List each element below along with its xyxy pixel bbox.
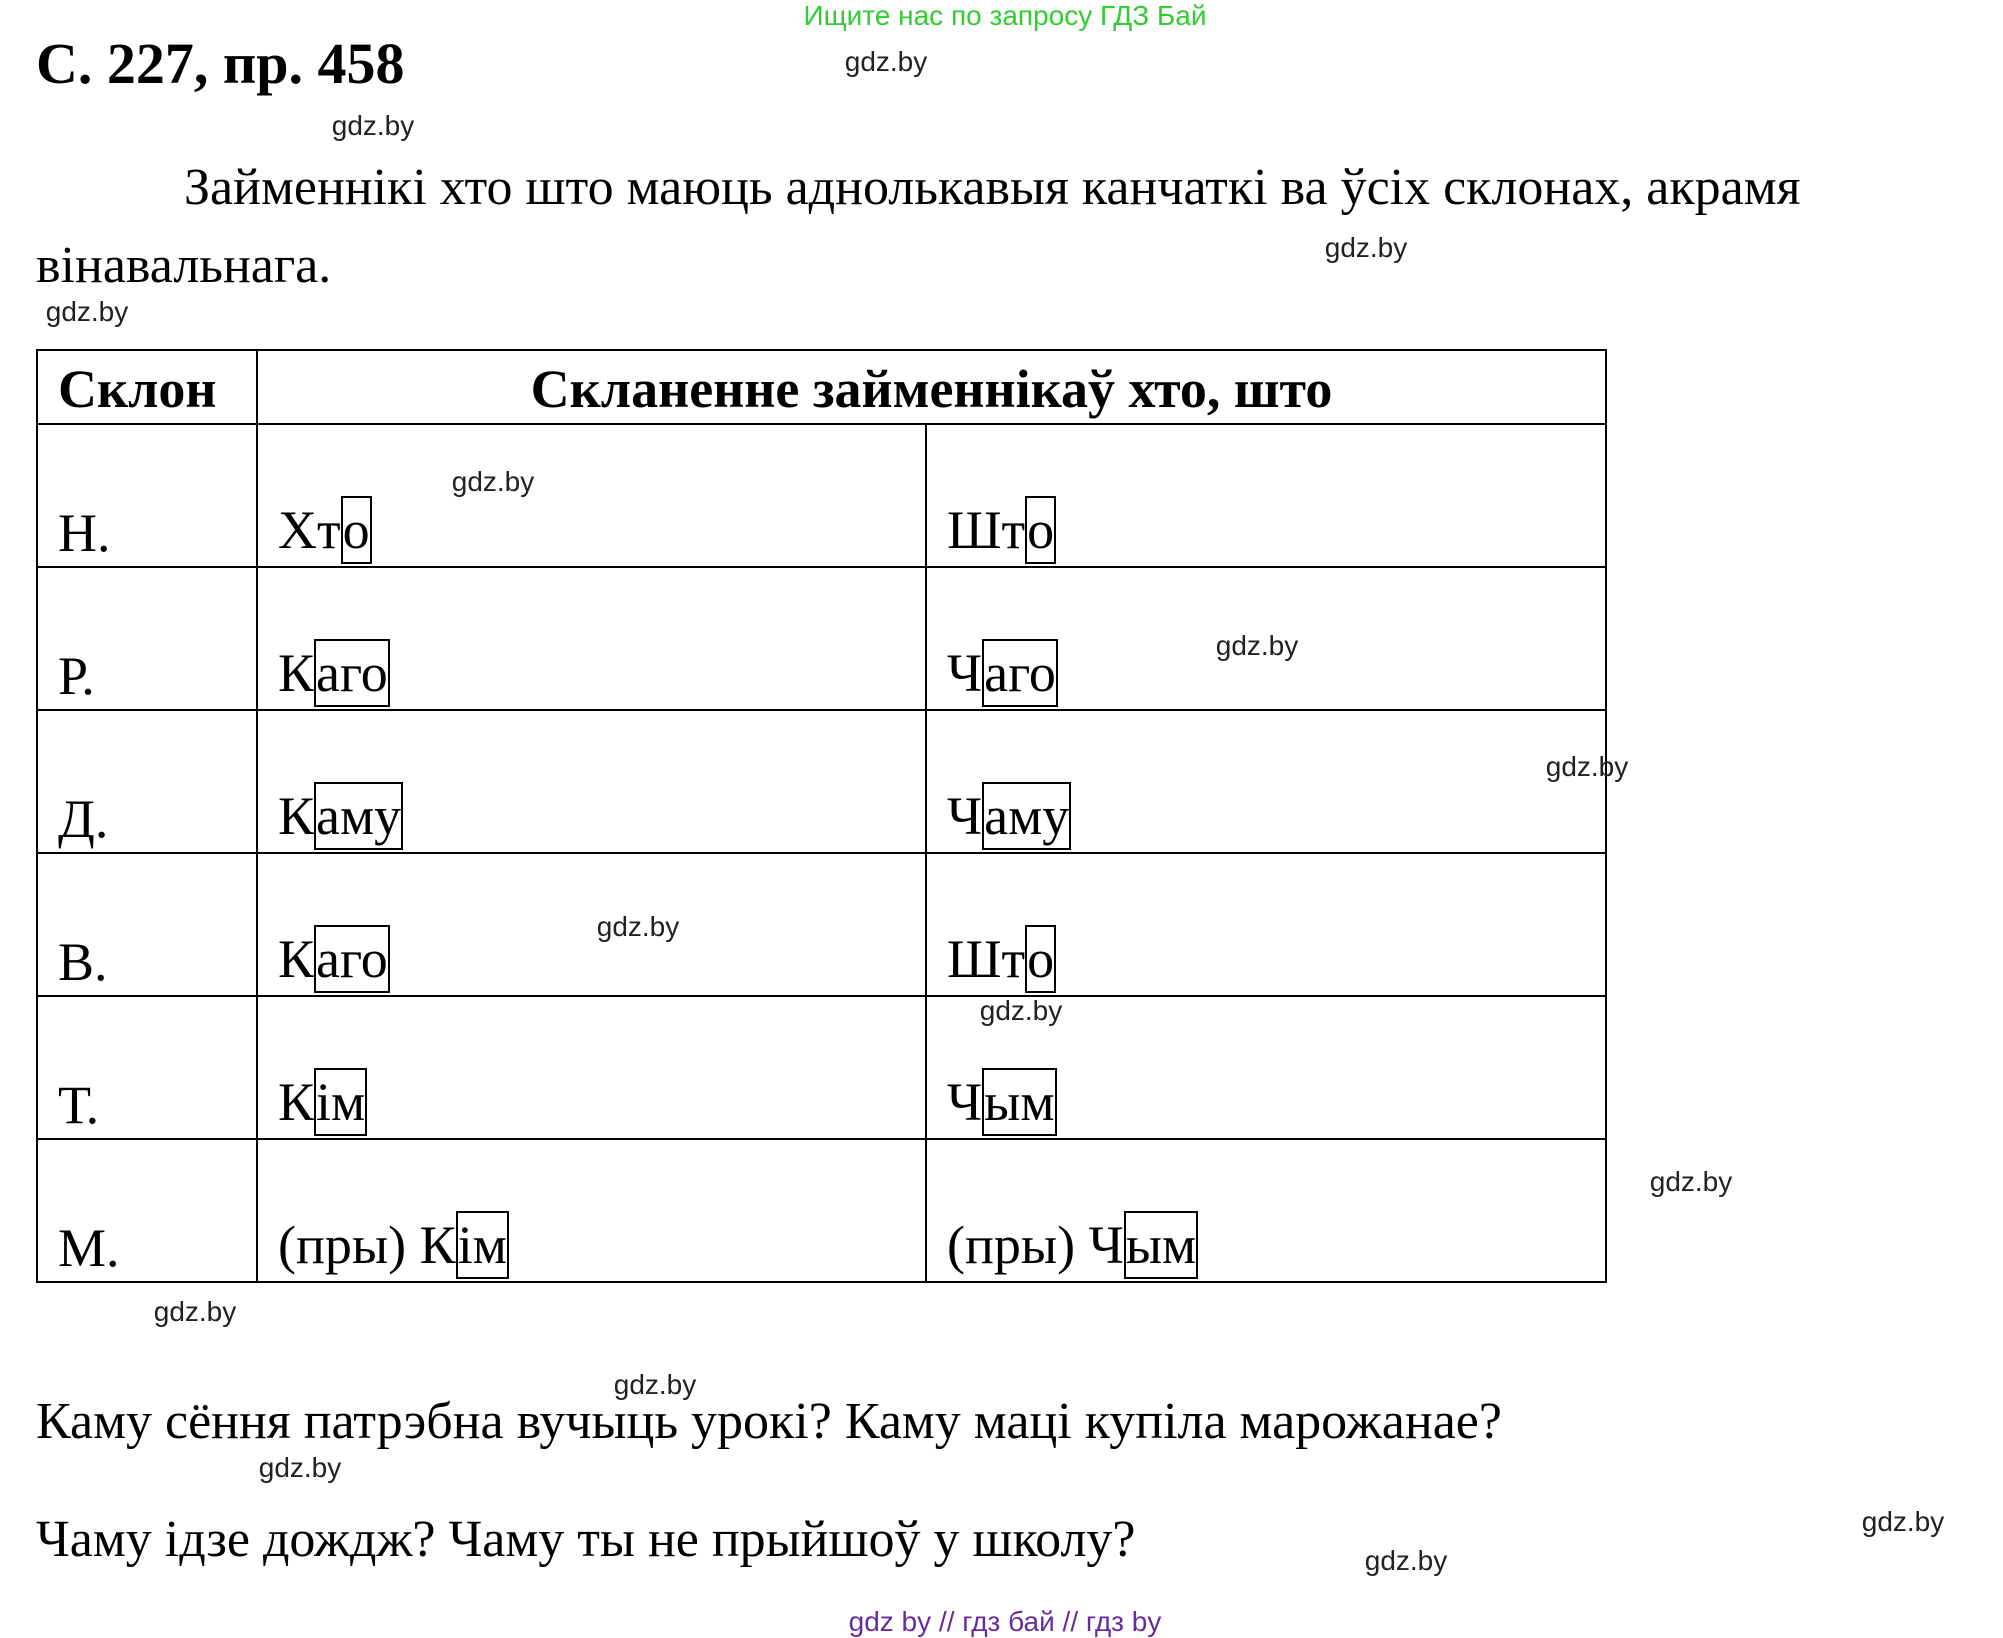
table-row [37, 853, 1606, 996]
watermark-text: gdz.by [1364, 1545, 1448, 1576]
case-cell: В. [37, 853, 257, 996]
rule-text-line-2: вінавальнага. [36, 237, 332, 294]
watermark-text: gdz.by [1215, 630, 1299, 661]
word-stem: К [278, 1072, 315, 1132]
declension-table [36, 349, 1607, 1283]
case-cell: Т. [37, 996, 257, 1139]
word-ending: аму [982, 782, 1071, 850]
table-header-row [37, 350, 1606, 424]
who-form-cell [257, 424, 926, 567]
word-ending: о [341, 496, 372, 564]
word-stem: Шт [947, 500, 1026, 560]
header-case: Склон [37, 350, 257, 424]
word-ending: ым [1124, 1211, 1198, 1279]
what-form-cell [926, 853, 1606, 996]
rule-text-line-1: Займеннікі хто што маюць аднолькавыя канчаткі ва ўсіх склонах, акрамя [184, 159, 1801, 216]
who-form-cell [257, 1139, 926, 1282]
watermark-text: gdz.by [331, 110, 415, 141]
header-declension: Скланенне займеннікаў хто, што [257, 350, 1606, 424]
word-ending: о [1025, 925, 1056, 993]
watermark-text: gdz.by [45, 296, 129, 327]
table-row [37, 567, 1606, 710]
word-ending: ім [456, 1211, 509, 1279]
who-form-cell [257, 567, 926, 710]
watermark-text: gdz.by [451, 466, 535, 497]
watermark-text: gdz.by [1861, 1506, 1945, 1537]
case-cell: Н. [37, 424, 257, 567]
who-form-cell [257, 996, 926, 1139]
word-prefix: (пры) [278, 1215, 420, 1275]
watermark-text: gdz.by [1545, 751, 1629, 782]
word-stem: Хт [278, 500, 341, 560]
what-form-cell [926, 1139, 1606, 1282]
word-stem: Шт [947, 929, 1026, 989]
case-cell: Д. [37, 710, 257, 853]
what-form-cell [926, 710, 1606, 853]
watermark-text: gdz.by [596, 911, 680, 942]
word-stem: К [278, 643, 315, 703]
word-ending: ім [314, 1068, 367, 1136]
word-ending: о [1025, 496, 1056, 564]
word-stem: Ч [947, 643, 983, 703]
word-stem: Ч [947, 1072, 983, 1132]
word-prefix: (пры) [947, 1215, 1089, 1275]
example-sentence-2: Чаму ідзе дождж? Чаму ты не прыйшоў у школу? [36, 1511, 1136, 1568]
watermark-text: gdz.by [258, 1452, 342, 1483]
watermark-text: gdz.by [1324, 232, 1408, 263]
example-sentence-1: Каму сёння патрэбна вучыць урокі? Каму маці купіла марожанае? [36, 1393, 1502, 1450]
word-stem: К [419, 1215, 456, 1275]
word-ending: аго [982, 639, 1058, 707]
watermark-text: gdz.by [1649, 1166, 1733, 1197]
word-stem: Ч [1088, 1215, 1124, 1275]
word-ending: аго [314, 925, 390, 993]
word-ending: ым [982, 1068, 1056, 1136]
who-form-cell [257, 710, 926, 853]
who-form-cell [257, 853, 926, 996]
search-banner-link[interactable]: Ищите нас по запросу ГДЗ Бай [803, 0, 1207, 31]
word-stem: К [278, 786, 315, 846]
watermark-text: gdz.by [979, 995, 1063, 1026]
watermark-text: gdz.by [844, 46, 928, 77]
case-cell: М. [37, 1139, 257, 1282]
what-form-cell [926, 424, 1606, 567]
watermark-text: gdz.by [613, 1369, 697, 1400]
footer-links[interactable]: gdz by // гдз бай // гдз by [848, 1606, 1162, 1637]
page-title: С. 227, пр. 458 [36, 31, 405, 96]
word-ending: аго [314, 639, 390, 707]
case-cell: Р. [37, 567, 257, 710]
word-stem: К [278, 929, 315, 989]
table-row [37, 710, 1606, 853]
word-stem: Ч [947, 786, 983, 846]
watermark-text: gdz.by [153, 1296, 237, 1327]
table-row [37, 1139, 1606, 1282]
table-row [37, 424, 1606, 567]
table-row [37, 996, 1606, 1139]
word-ending: аму [314, 782, 403, 850]
